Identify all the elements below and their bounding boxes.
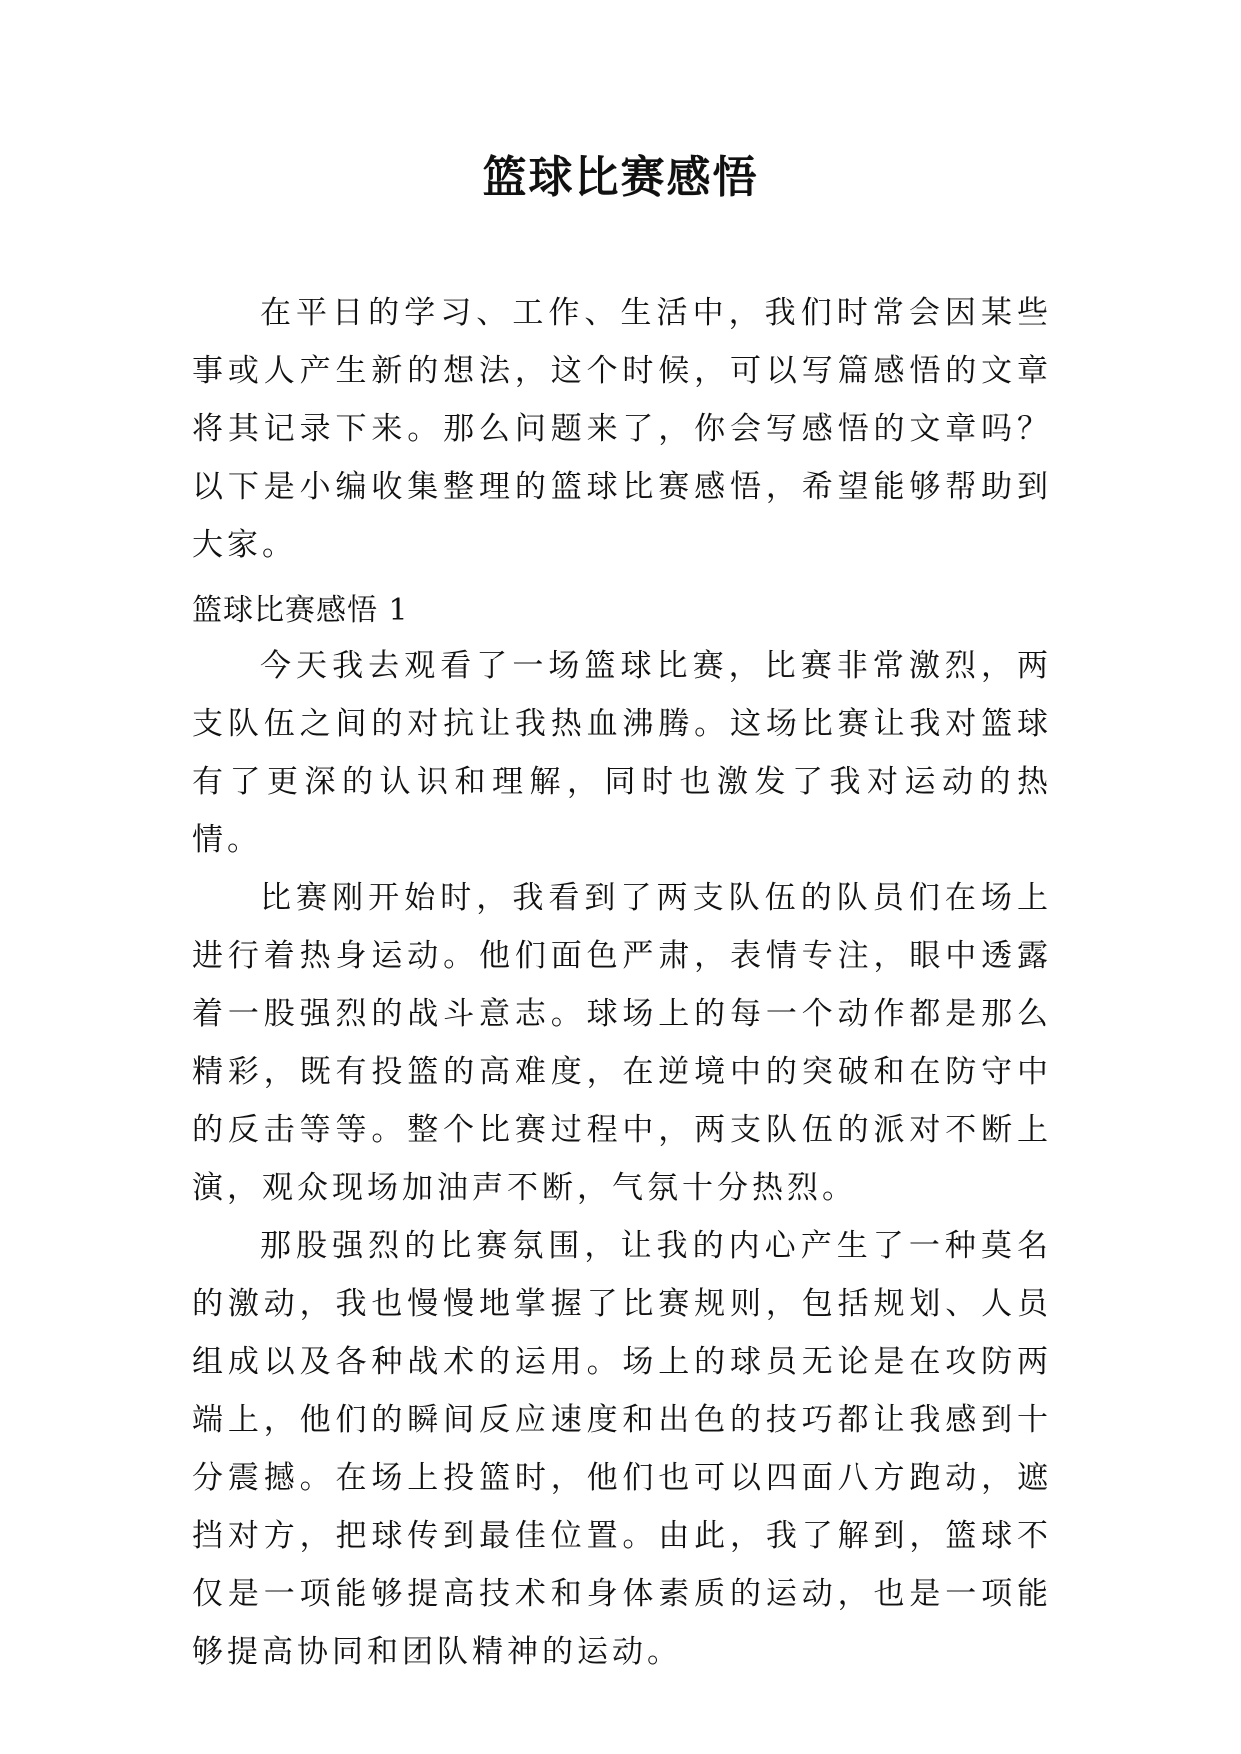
- body-paragraph-2: 比赛刚开始时，我看到了两支队伍的队员们在场上进行着热身运动。他们面色严肃，表情专注，眼中透露着一股强烈的战斗意志。球场上的每一个动作都是那么精彩，既有投篮的高难度，在逆境中的突破和在防守中的反击等等。整个比赛过程中，两支队伍的派对不断上演，观众现场加油声不断，气氛十分热烈。: [192, 880, 1052, 1206]
- body-paragraph-1: 今天我去观看了一场篮球比赛，比赛非常激烈，两支队伍之间的对抗让我热血沸腾。这场比赛让我对篮球有了更深的认识和理解，同时也激发了我对运动的热情。: [192, 648, 1052, 858]
- page-title: 篮球比赛感悟: [482, 152, 759, 203]
- section-heading: 篮球比赛感悟 1: [192, 593, 409, 628]
- section-body: [192, 637, 1052, 1681]
- intro-section: [192, 284, 1052, 574]
- body-paragraph-3: 那股强烈的比赛氛围，让我的内心产生了一种莫名的激动，我也慢慢地掌握了比赛规则，包括规划、人员组成以及各种战术的运用。场上的球员无论是在攻防两端上，他们的瞬间反应速度和出色的技巧都让我感到十分震撼。在场上投篮时，他们也可以四面八方跑动，遮挡对方，把球传到最佳位置。由此，我了解到，篮球不仅是一项能够提高技术和身体素质的运动，也是一项能够提高协同和团队精神的运动。: [192, 1228, 1052, 1670]
- intro-paragraph: 在平日的学习、工作、生活中，我们时常会因某些事或人产生新的想法，这个时候，可以写篇感悟的文章将其记录下来。那么问题来了，你会写感悟的文章吗？以下是小编收集整理的篮球比赛感悟，希望能够帮助到大家。: [192, 295, 1052, 563]
